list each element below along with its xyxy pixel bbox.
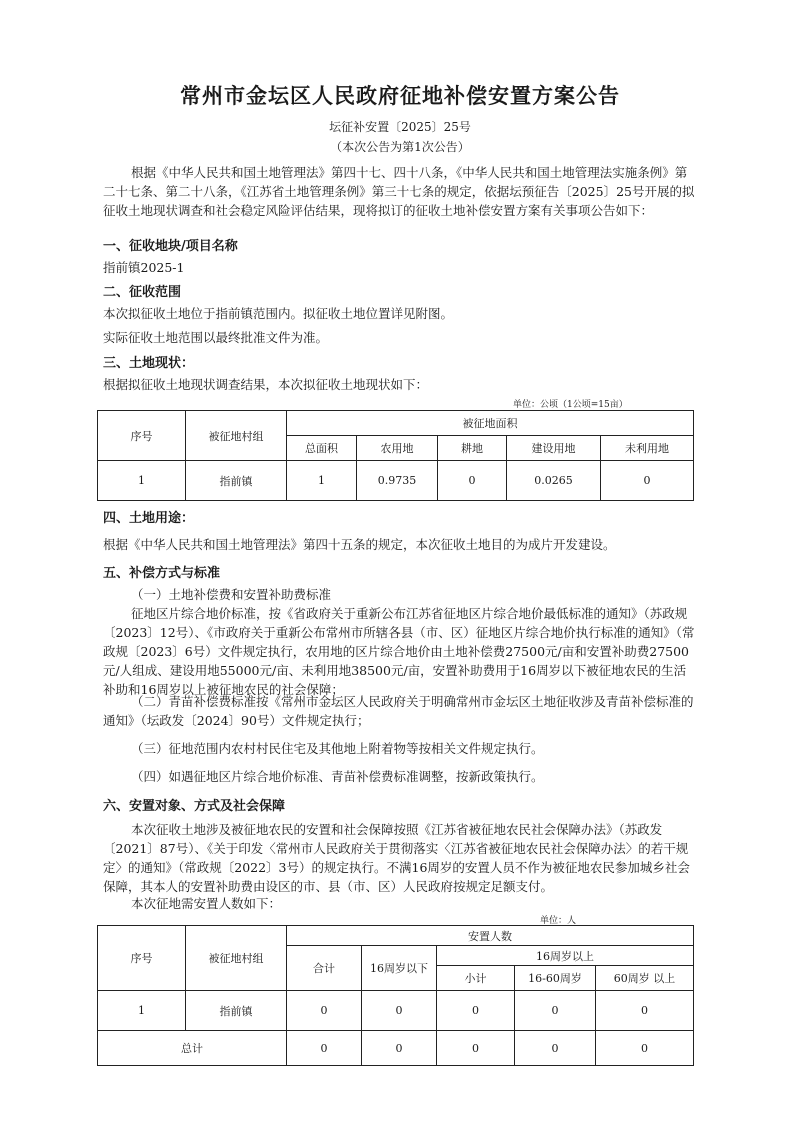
section-2-text-1: 本次拟征收土地位于指前镇范围内。拟征收土地位置详见附图。 <box>103 306 454 321</box>
section-2-heading: 二、征收范围 <box>103 285 182 300</box>
people-total-sum: 0 <box>287 1031 362 1066</box>
people-th-16-60: 16-60周岁 <box>515 966 596 991</box>
table-row <box>98 1031 694 1066</box>
resettlement-table <box>97 925 694 1066</box>
land-status-table <box>97 410 694 501</box>
notice-count: （本次公告为第1次公告） <box>330 140 470 154</box>
land-th-area: 被征地面积 <box>287 411 694 436</box>
land-cell-village: 指前镇 <box>186 461 287 501</box>
land-cell-arable: 0 <box>438 461 507 501</box>
section-5-sub4: （四）如遇征地区片综合地价标准、青苗补偿费标准调整，按新政策执行。 <box>131 769 544 784</box>
land-th-total: 总面积 <box>287 436 357 461</box>
section-5-heading: 五、补偿方式与标准 <box>103 566 221 581</box>
people-total-60plus: 0 <box>596 1031 694 1066</box>
table-row <box>98 461 694 501</box>
section-6-text-2: 本次征地需安置人数如下： <box>131 896 282 911</box>
people-th-no: 序号 <box>98 926 186 991</box>
land-cell-unused: 0 <box>601 461 694 501</box>
people-cell-no: 1 <box>98 991 186 1031</box>
land-th-no: 序号 <box>98 411 186 461</box>
land-cell-total: 1 <box>287 461 357 501</box>
intro-paragraph: 根据《中华人民共和国土地管理法》第四十七、四十八条，《中华人民共和国土地管理法实施条例》第二十七条、第二十八条，《江苏省土地管理条例》第三十七条的规定，依据坛预征告〔2025〕25号开展的拟征收土地现状调查和社会稳定风险评估结果，现将拟订的征收土地补偿安置方案有关事项公告如下： <box>103 165 695 218</box>
people-cell-sum: 0 <box>287 991 362 1031</box>
people-total-subtotal: 0 <box>437 1031 515 1066</box>
land-table-unit: 单位：公顷（1公顷=15亩） <box>513 400 628 410</box>
people-cell-16-60: 0 <box>515 991 596 1031</box>
people-th-over16: 16周岁以上 <box>437 946 694 966</box>
section-3-text: 根据拟征收土地现状调查结果，本次拟征收土地现状如下： <box>103 377 429 392</box>
people-total-label: 总计 <box>98 1031 287 1066</box>
section-6-text: 本次征收土地涉及被征地农民的安置和社会保障按照《江苏省被征地农民社会保障办法》（苏政发〔2021〕87号）、《关于印发〈常州市人民政府关于贯彻落实〈江苏省被征地农民社会保障办法〉的若干规定〉的通知》（常政规〔2022〕3号）的规定执行。不满16周岁的安置人员不作为被征地农民参加城乡社会保障，其本人的安置补助费由设区的市、县（市、区）人民政府按规定足额支付。 <box>103 822 690 894</box>
people-th-under16: 16周岁以下 <box>362 946 437 991</box>
section-2-text-2: 实际征收土地范围以最终批准文件为准。 <box>103 330 329 345</box>
people-total-under16: 0 <box>362 1031 437 1066</box>
land-th-arable: 耕地 <box>438 436 507 461</box>
page-title: 常州市金坛区人民政府征地补偿安置方案公告 <box>180 83 620 108</box>
section-3-heading: 三、土地现状： <box>103 356 195 371</box>
people-th-village: 被征地村组 <box>186 926 287 991</box>
people-total-16-60: 0 <box>515 1031 596 1066</box>
land-th-build: 建设用地 <box>507 436 601 461</box>
land-th-village: 被征地村组 <box>186 411 287 461</box>
people-cell-60plus: 0 <box>596 991 694 1031</box>
people-th-people: 安置人数 <box>287 926 694 946</box>
section-5-sub1-text: 征地区片综合地价标准，按《省政府关于重新公布江苏省征地区片综合地价最低标准的通知》（苏政规〔2023〕12号）、《市政府关于重新公布常州市所辖各县（市、区）征地区片综合地价执行标准的通知》（常政规〔2023〕6号）文件规定执行，农用地的区片综合地价由土地补偿费27500元/亩和安置补助费27500元/人组成、建设用地55000元/亩、未利用地38500元/亩，安置补助费用于16周岁以下被征地农民的生活补助和16周岁以上被征地农民的社会保障； <box>103 606 695 697</box>
land-th-agri: 农用地 <box>357 436 438 461</box>
section-5-sub1-title: （一）土地补偿费和安置补助费标准 <box>131 587 332 602</box>
people-table-unit: 单位：人 <box>540 916 577 926</box>
section-5-sub2: （二）青苗补偿费标准按《常州市金坛区人民政府关于明确常州市金坛区土地征收涉及青苗补偿标准的通知》（坛政发〔2024〕90号）文件规定执行； <box>103 694 694 728</box>
document-number: 坛征补安置〔2025〕25号 <box>329 120 471 134</box>
people-cell-under16: 0 <box>362 991 437 1031</box>
section-6-heading: 六、安置对象、方式及社会保障 <box>103 799 286 814</box>
land-cell-no: 1 <box>98 461 186 501</box>
people-th-sum: 合计 <box>287 946 362 991</box>
people-th-subtotal: 小计 <box>437 966 515 991</box>
section-4-text: 根据《中华人民共和国土地管理法》第四十五条的规定，本次征收土地目的为成片开发建设。 <box>103 537 616 552</box>
section-5-sub3: （三）征地范围内农村村民住宅及其他地上附着物等按相关文件规定执行。 <box>131 741 544 756</box>
people-cell-village: 指前镇 <box>186 991 287 1031</box>
section-1-heading: 一、征收地块/项目名称 <box>103 239 238 254</box>
land-th-unused: 未利用地 <box>601 436 694 461</box>
land-cell-build: 0.0265 <box>507 461 601 501</box>
section-1-text: 指前镇2025-1 <box>103 260 185 275</box>
table-row <box>98 991 694 1031</box>
people-cell-subtotal: 0 <box>437 991 515 1031</box>
land-cell-agri: 0.9735 <box>357 461 438 501</box>
people-th-60plus: 60周岁 以上 <box>596 966 694 991</box>
section-4-heading: 四、土地用途： <box>103 511 195 526</box>
